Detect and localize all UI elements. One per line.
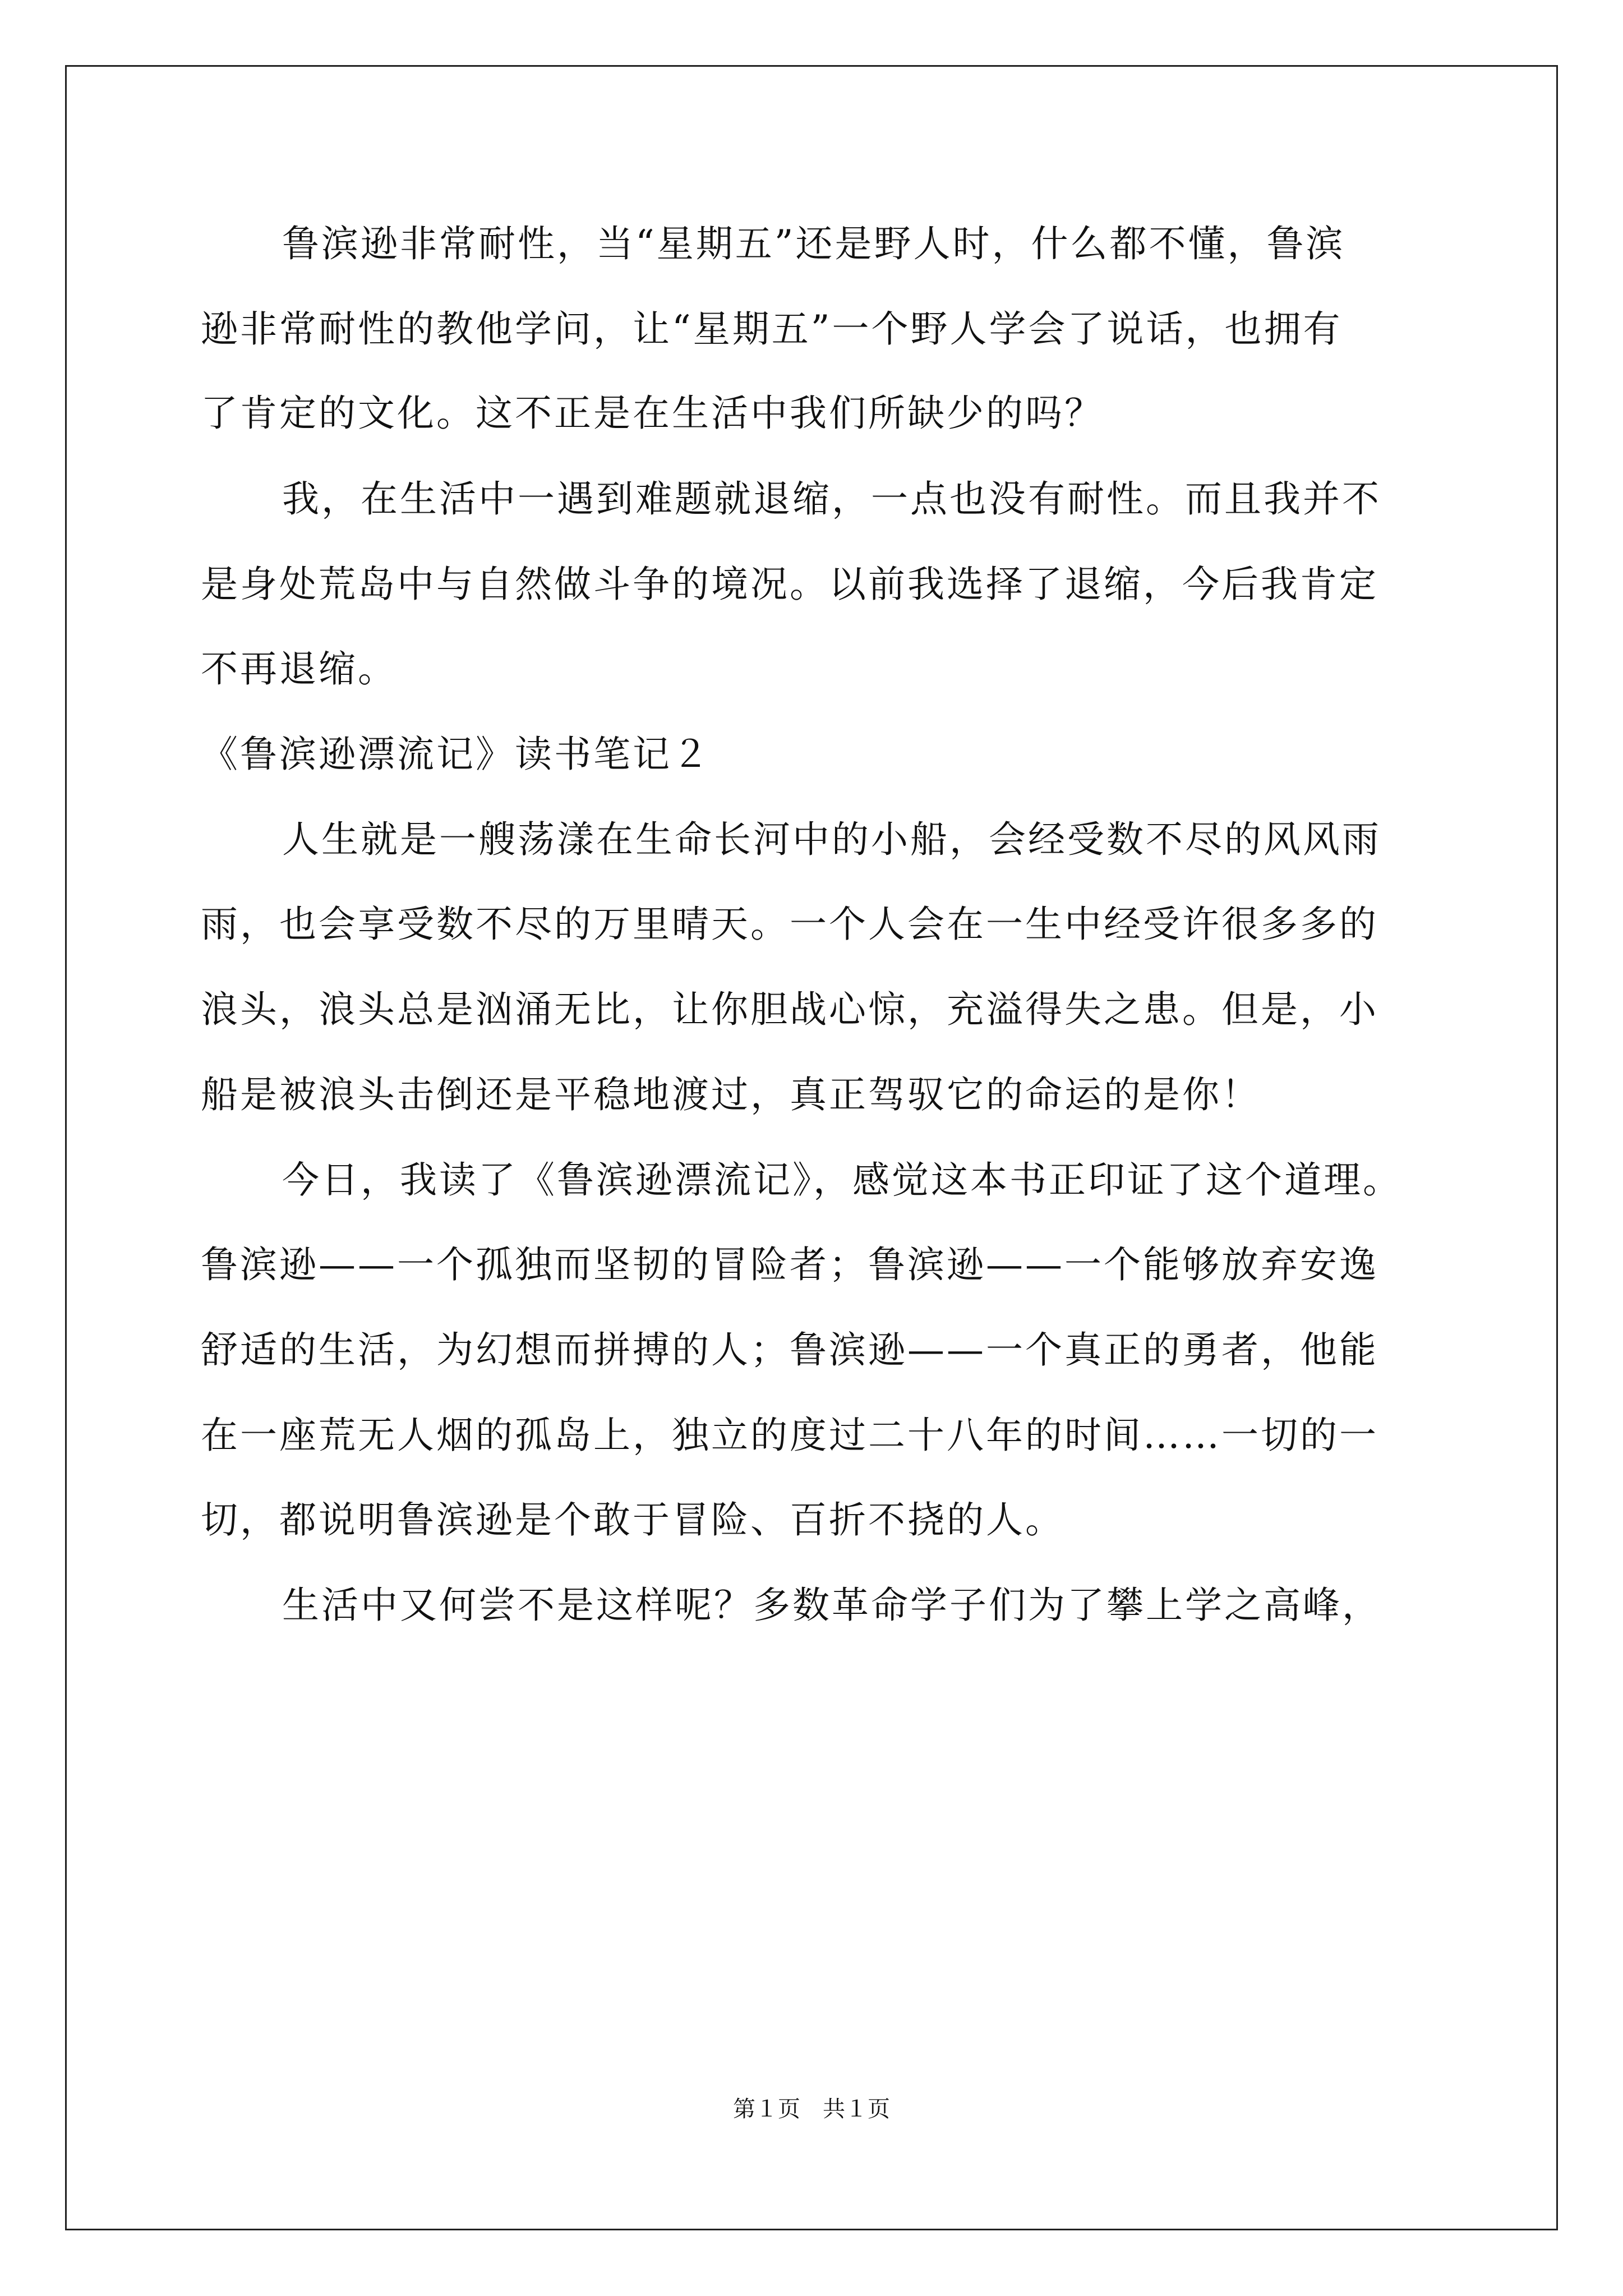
paragraph-3-line-2: 雨，也会享受数不尽的万里晴天。一个人会在一生中经受许很多多的 (201, 903, 1378, 946)
paragraph-4-line-2: 鲁滨逊——一个孤独而坚韧的冒险者；鲁滨逊——一个能够放弃安逸 (201, 1243, 1378, 1286)
paragraph-3-line-3: 浪头，浪头总是汹涌无比，让你胆战心惊，充溢得失之患。但是，小 (201, 988, 1378, 1031)
paragraph-1-line-1: 鲁滨逊非常耐性，当“星期五”还是野人时，什么都不懂，鲁滨 (282, 222, 1345, 265)
paragraph-3-line-1: 人生就是一艘荡漾在生命长河中的小船，会经受数不尽的风风雨 (282, 818, 1381, 861)
paragraph-5-line-1: 生活中又何尝不是这样呢？多数革命学子们为了攀上学之高峰， (282, 1584, 1381, 1627)
paragraph-2-line-3: 不再退缩。 (201, 647, 397, 691)
paragraph-3-line-4: 船是被浪头击倒还是平稳地渡过，真正驾驭它的命运的是你！ (201, 1073, 1261, 1116)
page-number: 第１页 (733, 2096, 800, 2122)
paragraph-4-line-4: 在一座荒无人烟的孤岛上，独立的度过二十八年的时间……一切的一 (201, 1414, 1378, 1457)
paragraph-1-line-3: 了肯定的文化。这不正是在生活中我们所缺少的吗？ (201, 392, 1104, 435)
paragraph-1-line-2: 逊非常耐性的教他学问，让“星期五”一个野人学会了说话，也拥有 (201, 307, 1343, 351)
paragraph-4-line-1: 今日，我读了《鲁滨逊漂流记》，感觉这本书正印证了这个道理。 (282, 1158, 1402, 1202)
paragraph-4-line-5: 切，都说明鲁滨逊是个敢于冒险、百折不挠的人。 (201, 1498, 1064, 1542)
page-total: 共１页 (823, 2096, 890, 2122)
paragraph-2-line-2: 是身处荒岛中与自然做斗争的境况。以前我选择了退缩，今后我肯定 (201, 563, 1378, 606)
paragraph-2-line-1: 我，在生活中一遇到难题就退缩，一点也没有耐性。而且我并不 (282, 477, 1381, 521)
paragraph-4-line-3: 舒适的生活，为幻想而拼搏的人；鲁滨逊——一个真正的勇者，他能 (201, 1328, 1378, 1372)
page-footer (0, 2092, 1623, 2126)
section-heading: 《鲁滨逊漂流记》读书笔记２ (201, 733, 711, 776)
